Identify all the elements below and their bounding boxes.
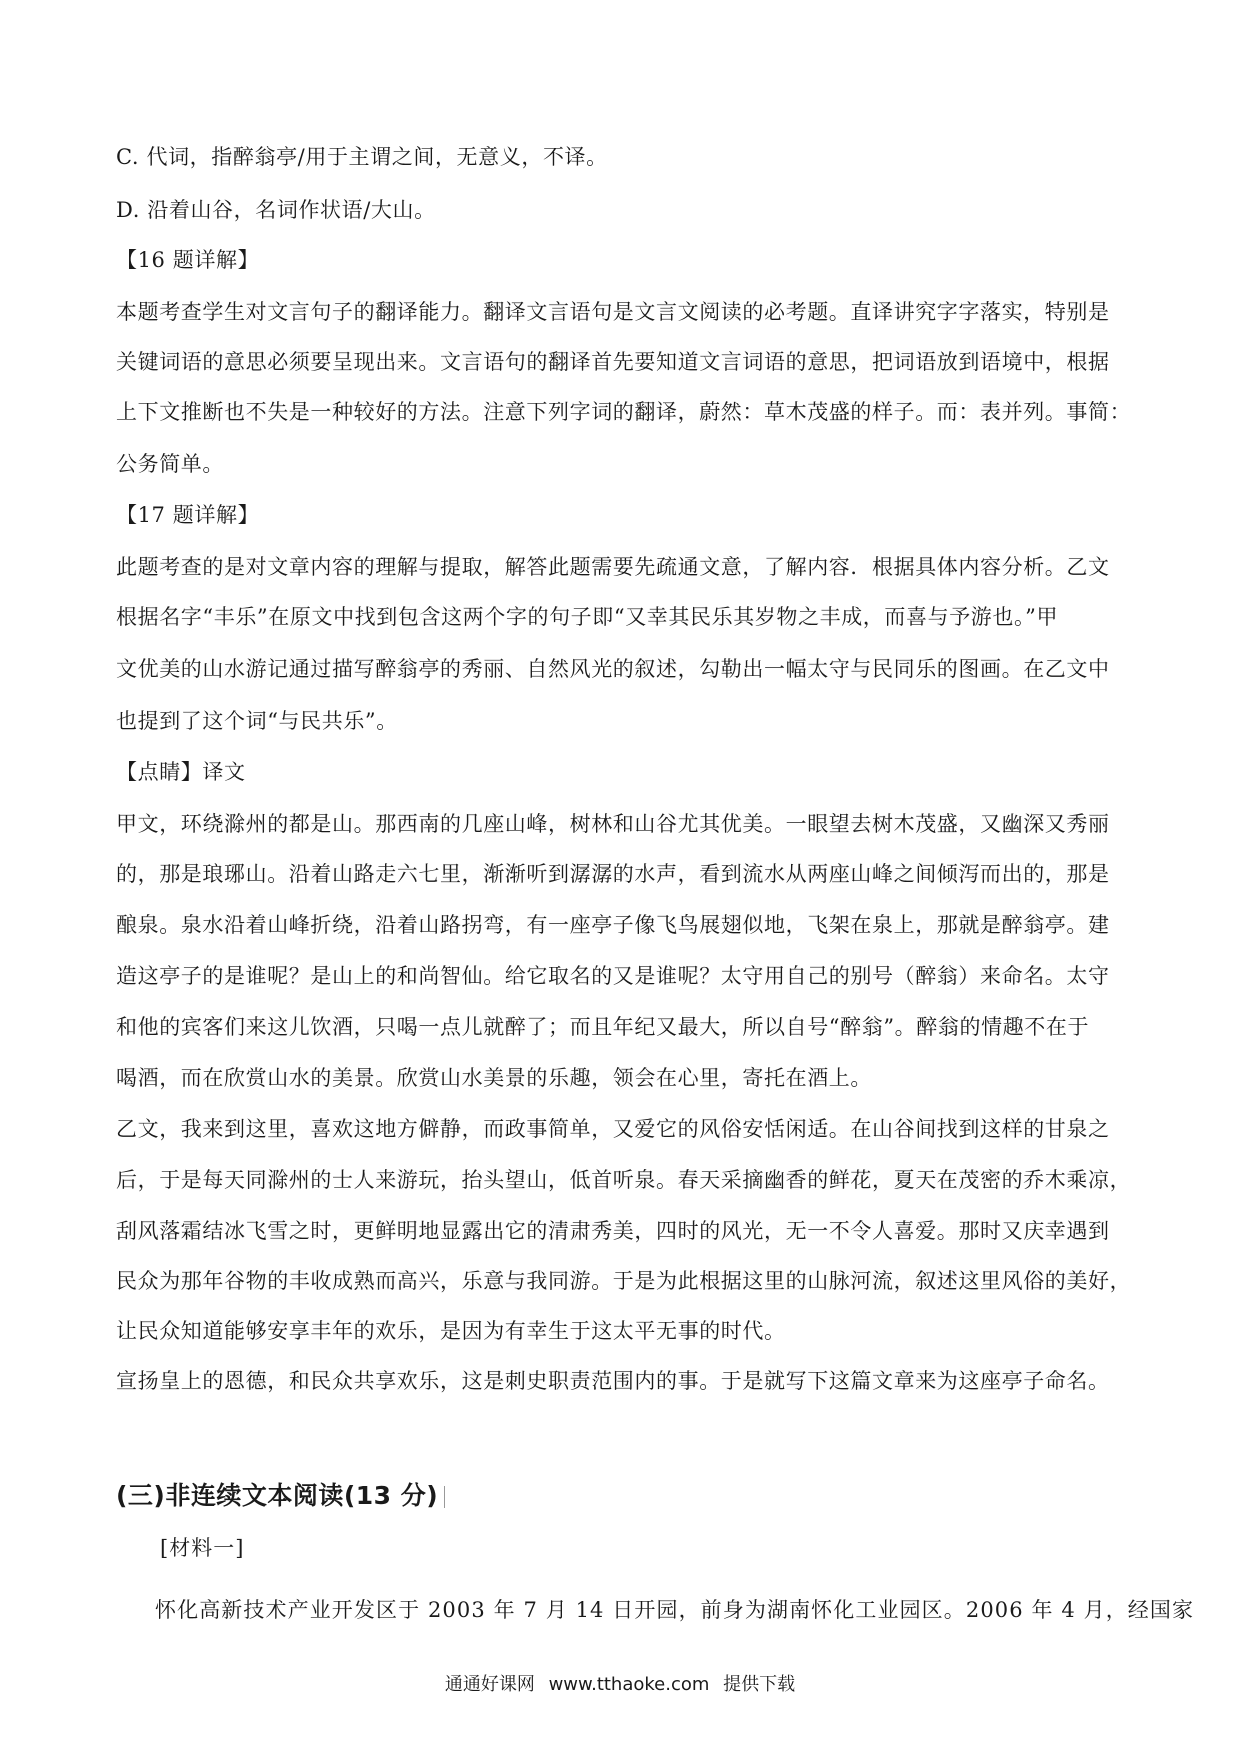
section-title <box>116 1476 445 1512</box>
text-line: 公务简单。 <box>116 452 224 476</box>
text-line: 宣扬皇上的恩德，和民众共享欢乐，这是刺史职责范围内的事。于是就写下这篇文章来为这座亭子命名。 <box>116 1369 1110 1393</box>
heading-dianjing: 【点睛】译文 <box>116 760 246 784</box>
footer-site-name: 通通好课网 <box>444 1674 535 1695</box>
text-line: 文优美的山水游记通过描写醉翁亭的秀丽、自然风光的叙述，勾勒出一幅太守与民同乐的图画。在乙文中 <box>116 657 1110 681</box>
text-line: D. 沿着山谷，名词作状语/大山。 <box>116 198 436 222</box>
text-line: 刮风落霜结冰飞雪之时，更鲜明地显露出它的清肃秀美，四时的风光，无一不令人喜爱。那时又庆幸遇到 <box>116 1219 1110 1243</box>
text-line: 也提到了这个词“与民共乐”。 <box>116 709 398 733</box>
text-line: 造这亭子的是谁呢？是山上的和尚智仙。给它取名的又是谁呢？太守用自己的别号（醉翁）来命名。太守 <box>116 964 1110 988</box>
text-line: 此题考查的是对文章内容的理解与提取，解答此题需要先疏通文意，了解内容．根据具体内容分析。乙文 <box>116 555 1110 579</box>
footer-url-link[interactable]: www.tthaoke.com <box>548 1674 710 1695</box>
text-line: 喝酒，而在欣赏山水的美景。欣赏山水美景的乐趣，领会在心里，寄托在酒上。 <box>116 1066 872 1090</box>
text-line: 的，那是琅琊山。沿着山路走六七里，渐渐听到潺潺的水声，看到流水从两座山峰之间倾泻而出的，那是 <box>116 862 1110 886</box>
heading-16: 【16 题详解】 <box>116 248 260 272</box>
text-line: 后，于是每天同滁州的士人来游玩，抬头望山，低首听泉。春天采摘幽香的鲜花，夏天在茂密的乔木乘凉， <box>116 1168 1132 1192</box>
text-line: 和他的宾客们来这儿饮酒，只喝一点儿就醉了；而且年纪又最大，所以自号“醉翁”。醉翁的情趣不在于 <box>116 1015 1090 1039</box>
text-line: 关键词语的意思必须要呈现出来。文言语句的翻译首先要知道文言词语的意思，把词语放到语境中，根据 <box>116 350 1110 374</box>
section-title-text: (三)非连续文本阅读(13 分) <box>116 1481 439 1510</box>
text-line: 上下文推断也不失是一种较好的方法。注意下列字词的翻译，蔚然：草木茂盛的样子。而：表并列。事简： <box>116 400 1132 424</box>
text-line: 甲文，环绕滁州的都是山。那西南的几座山峰，树林和山谷尤其优美。一眼望去树木茂盛，又幽深又秀丽 <box>116 812 1110 836</box>
text-line: 民众为那年谷物的丰收成熟而高兴，乐意与我同游。于是为此根据这里的山脉河流，叙述这里风俗的美好， <box>116 1269 1132 1293</box>
page-footer <box>0 1670 1240 1696</box>
text-cursor-mark <box>444 1486 445 1508</box>
footer-note: 提供下载 <box>723 1674 796 1695</box>
text-line: 本题考查学生对文言句子的翻译能力。翻译文言语句是文言文阅读的必考题。直译讲究字字落实，特别是 <box>116 300 1110 324</box>
material-text-line: 怀化高新技术产业开发区于 2003 年 7 月 14 日开园，前身为湖南怀化工业园区。2006 年 4 月，经国家 <box>155 1598 1195 1622</box>
text-line: 根据名字“丰乐”在原文中找到包含这两个字的句子即“又幸其民乐其岁物之丰成，而喜与予游也。”甲 <box>116 605 1059 629</box>
text-line: 乙文，我来到这里，喜欢这地方僻静，而政事简单，又爱它的风俗安恬闲适。在山谷间找到这样的甘泉之 <box>116 1117 1110 1141</box>
text-line: 让民众知道能够安享丰年的欢乐，是因为有幸生于这太平无事的时代。 <box>116 1319 786 1343</box>
text-line: 酿泉。泉水沿着山峰折绕，沿着山路拐弯，有一座亭子像飞鸟展翅似地，飞架在泉上，那就是醉翁亭。建 <box>116 913 1110 937</box>
text-line: C. 代词，指醉翁亭/用于主谓之间，无意义，不译。 <box>116 145 608 169</box>
heading-17: 【17 题详解】 <box>116 503 260 527</box>
material-label: [材料一] <box>160 1536 245 1560</box>
